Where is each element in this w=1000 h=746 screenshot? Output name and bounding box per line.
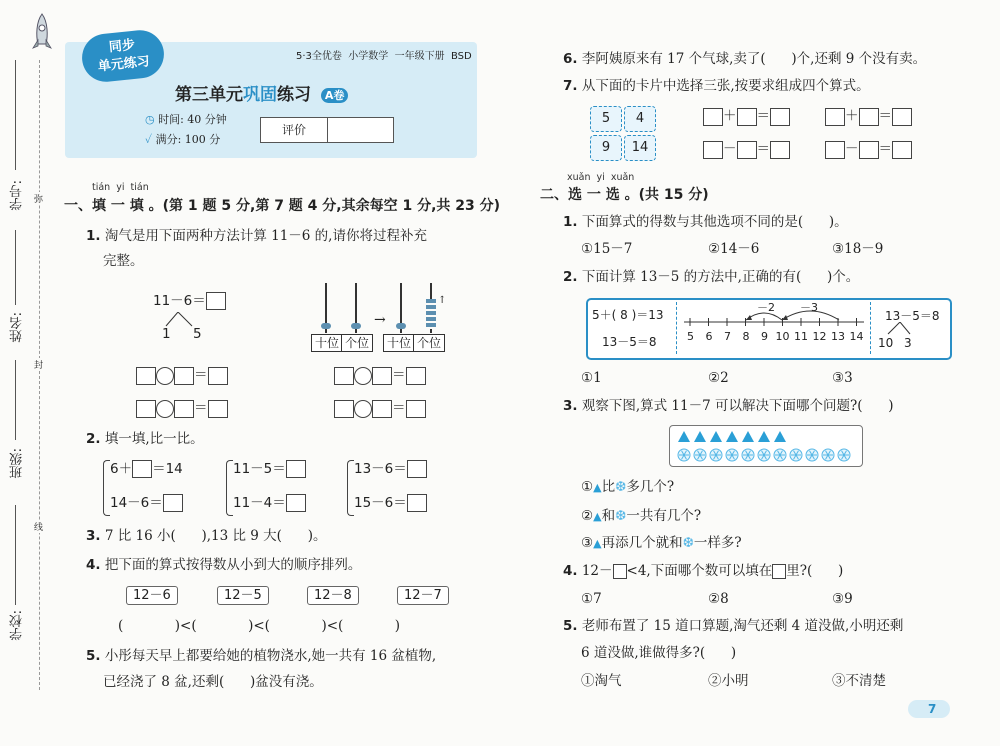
- q7-eq-3: － ＝: [703, 140, 790, 159]
- triangle-icon: [694, 431, 706, 442]
- abacus-after: ↑: [385, 283, 447, 353]
- class-line: [15, 360, 16, 440]
- page-number-badge: [908, 700, 950, 718]
- number-line-label: 5: [687, 330, 694, 343]
- q4-item-2: 12－5: [217, 586, 269, 605]
- class-label: 班级:: [10, 448, 25, 479]
- triangle-icon: ▲: [593, 481, 602, 494]
- s2q5-opt1[interactable]: ①淘气: [581, 673, 622, 689]
- q7-eq-1: ＋ ＝: [703, 107, 790, 126]
- q1-row1-right: ＝: [334, 366, 426, 385]
- s2q2-jump1: －2: [757, 301, 775, 314]
- s2q2-jump2: －3: [800, 301, 818, 314]
- q2-g3b: 15－6＝: [354, 494, 427, 512]
- snowflake-icon: ❆: [682, 535, 694, 551]
- s2q2-opt2[interactable]: ②2: [708, 370, 729, 386]
- rocket-icon: [30, 12, 54, 56]
- q2-brace-1: [103, 460, 110, 516]
- q1-row2-right: ＝: [334, 399, 426, 418]
- number-line-label: 11: [794, 330, 808, 343]
- page-number: 7: [928, 702, 937, 716]
- tens-label-1: 十位: [311, 334, 343, 352]
- s2q2-m1a: 5＋( 8 )＝13: [592, 308, 664, 322]
- ones-label-2: 个位: [413, 334, 445, 352]
- page-title: [175, 80, 348, 105]
- triangle-icon: ▲: [593, 537, 602, 550]
- triangle-icon: [710, 431, 722, 442]
- number-line-label: 10: [775, 330, 790, 343]
- title-prefix: 第三单元: [175, 85, 243, 105]
- snowflake-icon: [742, 449, 754, 461]
- q3-text: 3. 7 比 16 小( ),13 比 9 大( )。: [86, 528, 327, 544]
- triangle-icon: ▲: [593, 510, 602, 523]
- s2q4-text: 4. 12－ <4,下面哪个数可以填在 里?( ): [563, 563, 844, 579]
- snowflake-icon: [838, 449, 850, 461]
- time-info: ◷ 时间: 40 分钟: [145, 113, 227, 126]
- s2q2-opt3[interactable]: ③3: [832, 370, 853, 386]
- s2q5-line2: 6 道没做,谁做得多?( ): [581, 645, 737, 661]
- s2q3-text: 3. 观察下图,算式 11－7 可以解决下面哪个问题?( ): [563, 398, 894, 414]
- s2q2-opt1[interactable]: ①1: [581, 370, 602, 386]
- s2q2-m3a: 13－5＝8: [885, 309, 940, 323]
- book-info: 5·3全优卷 小学数学 一年级下册 BSD: [296, 51, 472, 62]
- snowflake-icon: [726, 449, 738, 461]
- check-icon: ✓: [145, 133, 156, 146]
- binding-dashed-line: [39, 60, 40, 690]
- triangle-icon: [678, 431, 690, 442]
- snowflake-icon: [678, 449, 690, 461]
- badge-line2: 单元练习: [97, 54, 151, 75]
- binding-margin: [0, 0, 62, 746]
- bead: [321, 323, 331, 329]
- number-line-label: 6: [705, 330, 713, 343]
- number-line-label: 9: [761, 330, 768, 343]
- badge-line1: 同步: [108, 37, 136, 56]
- q5-line1: 5. 小彤每天早上都要给她的植物浇水,她一共有 16 盆植物,: [86, 648, 437, 664]
- school-label: 学校:: [10, 610, 25, 641]
- q1-answer-box[interactable]: [206, 292, 226, 310]
- q7-eq-4: － ＝: [825, 140, 912, 159]
- q1-expression: 11－6＝: [153, 292, 226, 310]
- seal-char-3: 线: [34, 520, 43, 533]
- snowflake-icon: [822, 449, 834, 461]
- q4-item-3: 12－8: [307, 586, 359, 605]
- q2-g1b: 14－6＝: [110, 494, 183, 512]
- number-line-label: 8: [742, 330, 750, 343]
- score-info: ✓ 满分: 100 分: [145, 133, 221, 146]
- s2q2-m1b: 13－5＝8: [602, 335, 657, 349]
- q2-g3a: 13－6＝: [354, 460, 427, 478]
- s2q2-m3b: 10: [878, 336, 894, 350]
- snowflake-icon: ❆: [615, 508, 627, 524]
- triangle-icon: [726, 431, 738, 442]
- section2-pinyin: xuǎn yi xuǎn: [567, 172, 635, 183]
- s2q2-m3c: 3: [904, 336, 912, 350]
- s2q4-opt1[interactable]: ①7: [581, 591, 602, 607]
- clock-icon: ◷: [145, 113, 159, 126]
- number-line-label: 14: [849, 330, 864, 343]
- q7-text: 7. 从下面的卡片中选择三张,按要求组成四个算式。: [563, 78, 870, 94]
- s2q2-text: 2. 下面计算 13－5 的方法中,正确的有( )个。: [563, 269, 860, 285]
- number-line-label: 13: [831, 330, 845, 343]
- q4-text: 4. 把下面的算式按得数从小到大的顺序排列。: [86, 557, 362, 573]
- q1-line2: 完整。: [103, 253, 144, 269]
- q2-g1a: 6＋ ＝14: [110, 461, 183, 477]
- name-label: 姓名:: [10, 312, 25, 343]
- q1-split-a: 1: [162, 326, 171, 342]
- section2-heading: 二、选 一 选 。(共 15 分): [540, 187, 709, 203]
- ones-label-1: 个位: [341, 334, 373, 352]
- s2q5-opt2[interactable]: ②小明: [708, 673, 749, 689]
- s2q1-opt1[interactable]: ①15－7: [581, 241, 633, 257]
- triangle-icon: [774, 431, 786, 442]
- tens-label-2: 十位: [383, 334, 415, 352]
- s2q1-text: 1. 下面算式的得数与其他选项不同的是( )。: [563, 214, 848, 230]
- q4-item-1: 12－6: [126, 586, 178, 605]
- q7-card-4: 14: [624, 135, 656, 161]
- s2q5-opt3[interactable]: ③不清楚: [832, 673, 886, 689]
- q1-line1: 1. 淘气是用下面两种方法计算 11－6 的,请你将过程补充: [86, 228, 427, 244]
- q4-order-blanks[interactable]: ( )<( )<( )<( ): [118, 618, 401, 634]
- title-highlight: 巩固: [243, 85, 277, 105]
- q1-row2-left: ＝: [136, 399, 228, 418]
- q1-split-b: 5: [193, 326, 202, 342]
- s2q3-opt3[interactable]: ③▲再添几个就和❆一样多?: [581, 535, 742, 551]
- student-number-label: 学号:: [10, 180, 25, 211]
- eval-box: [260, 117, 394, 143]
- snowflake-icon: [758, 449, 770, 461]
- s2q3-picture-box: [669, 425, 863, 467]
- q5-line2: 已经浇了 8 盆,还剩( )盆没有浇。: [103, 674, 323, 690]
- title-suffix: 练习: [277, 85, 311, 105]
- seal-char-2: 封: [34, 358, 43, 371]
- q6-text: 6. 李阿姨原来有 17 个气球,卖了( )个,还剩 9 个没有卖。: [563, 51, 927, 67]
- q7-eq-2: ＋ ＝: [825, 107, 912, 126]
- triangle-icon: [758, 431, 770, 442]
- snowflake-icon: [694, 449, 706, 461]
- q2-brace-3: [347, 460, 354, 516]
- snowflake-icon: [806, 449, 818, 461]
- q7-card-1: 5: [590, 106, 622, 132]
- name-line: [15, 230, 16, 305]
- q2-brace-2: [226, 460, 233, 516]
- s2q3-opt1[interactable]: ①▲比❆多几个?: [581, 479, 675, 495]
- q2-g2a: 11－5＝: [233, 460, 306, 478]
- s2q4-opt2[interactable]: ②8: [708, 591, 729, 607]
- seal-char-1: 弥: [34, 192, 43, 205]
- eval-label: 评价: [261, 118, 328, 142]
- arrow-icon: →: [374, 312, 386, 328]
- snowflake-icon: [790, 449, 802, 461]
- q7-card-3: 9: [590, 135, 622, 161]
- title-badge: A卷: [321, 88, 349, 103]
- number-line-label: 7: [724, 330, 731, 343]
- s2q3-shapes: [670, 426, 860, 466]
- q7-card-2: 4: [624, 106, 656, 132]
- q2-text: 2. 填一填,比一比。: [86, 431, 204, 447]
- s2q5-line1: 5. 老师布置了 15 道口算题,淘气还剩 4 道没做,小明还剩: [563, 618, 904, 634]
- s2q1-opt3[interactable]: ③18－9: [832, 241, 884, 257]
- triangle-icon: [742, 431, 754, 442]
- section1-pinyin: tián yi tián: [92, 182, 149, 193]
- snowflake-icon: [774, 449, 786, 461]
- number-line-label: 12: [812, 330, 827, 343]
- bead: [351, 323, 361, 329]
- s2q3-opt2[interactable]: ②▲和❆一共有几个?: [581, 508, 702, 524]
- section1-heading: 一、填 一 填 。(第 1 题 5 分,第 7 题 4 分,其余每空 1 分,共 23 分): [64, 198, 501, 214]
- q2-g2b: 11－4＝: [233, 494, 306, 512]
- snowflake-icon: [710, 449, 722, 461]
- student-number-line: [15, 60, 16, 170]
- school-line: [15, 505, 16, 605]
- q1-row1-left: ＝: [136, 366, 228, 385]
- s2q1-opt2[interactable]: ②14－6: [708, 241, 760, 257]
- snowflake-icon: ❆: [615, 479, 627, 495]
- s2q2-tick-labels: [678, 330, 870, 346]
- q4-item-4: 12－7: [397, 586, 449, 605]
- s2q4-opt3[interactable]: ③9: [832, 591, 853, 607]
